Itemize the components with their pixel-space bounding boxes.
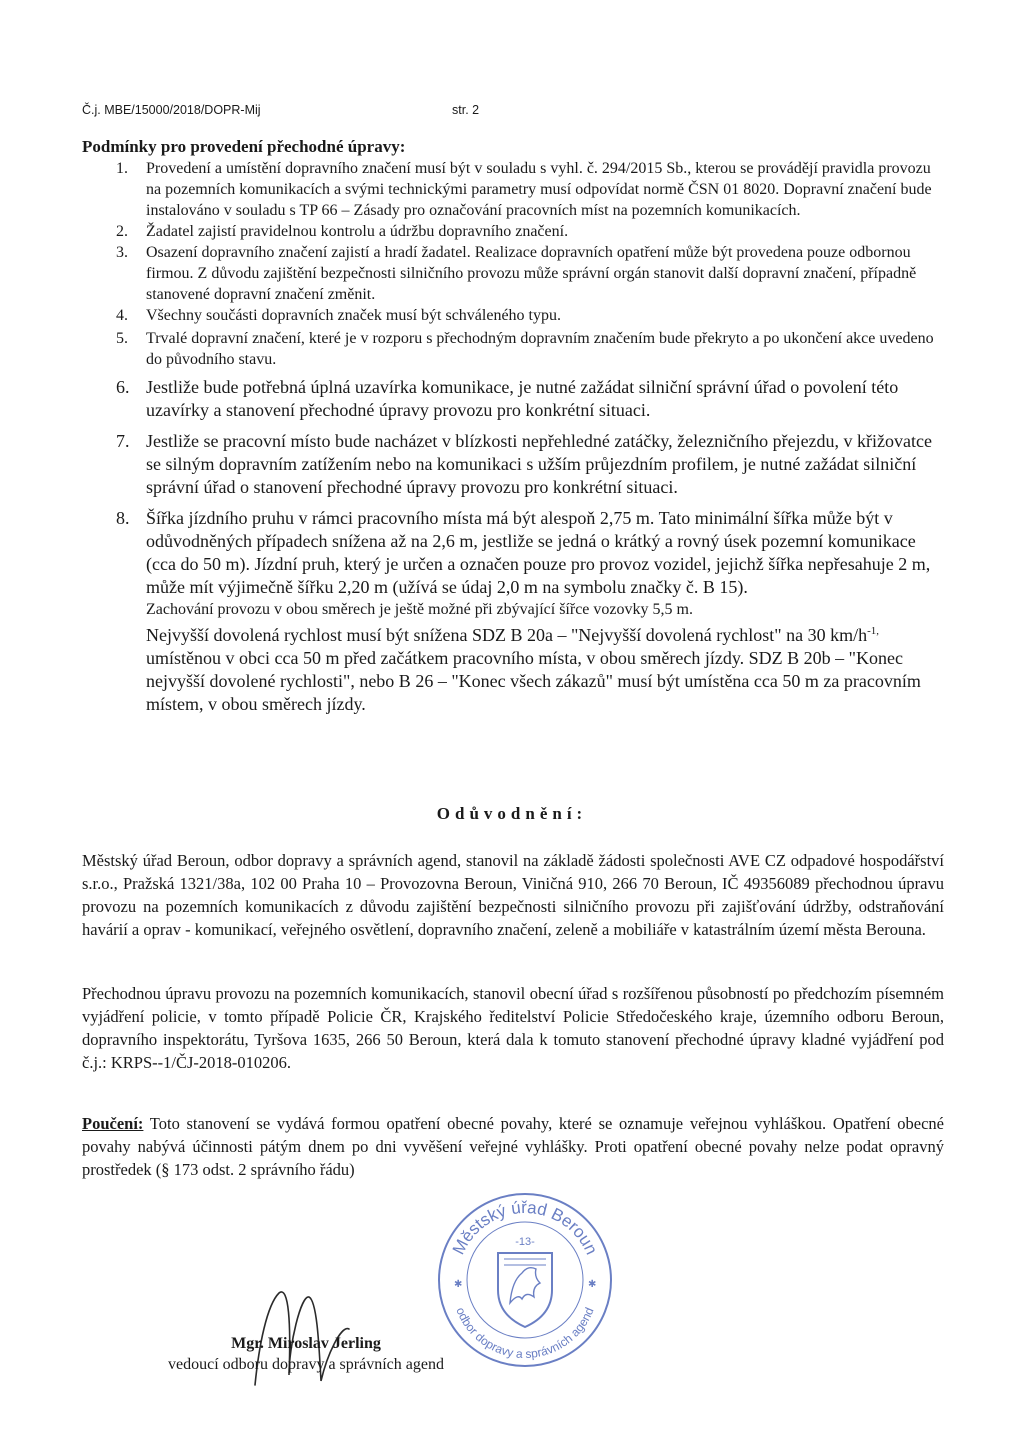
coat-of-arms-icon [498,1253,552,1327]
condition-text: Jestliže bude potřebná úplná uzavírka komunikace, je nutné zažádat silniční správní úřad o povolení této uzavírky a stanovení přechodné úpravy provozu pro konkrétní situaci. [146,377,899,420]
condition-text: Osazení dopravního značení zajistí a hradí žadatel. Realizace dopravních opatření může být provedena pouze odbornou firmou. Z důvodu zajištění bezpečnosti silničního provozu může správní orgán stanovit další dopravní značení, případně stanovené dopravní značení změnit. [146,244,917,303]
justification-title: Odůvodnění: [436,804,588,823]
stamp-bottom-text: odbor dopravy a správních agend [453,1305,597,1362]
condition-item: 8. Šířka jízdního pruhu v rámci pracovního místa má být alespoň 2,75 m. Tato minimální šířka může být v odůvodněných případech snížena až na 2,6 m, jestliže se jedná o krátký a rovný úsek pozemní komunikace (cca do 50 m). Jízdní pruh, který je určen a označen pouze pro provoz vozidel, jejichž šířka nepřesahuje 2 m, může mít výjimečně šířku 2,20 m (užívá se údaj 2,0 m na symbolu značky č. B 15). Zachování provozu v obou směrech je ještě možné při zbývající šířce vozovky 5,5 m. Nejvyšší dovolená rychlost musí být snížena SDZ B 20a – "Nejvyšší dovolená rychlost" na 30 $km/h^{-1,}$ umístěnou v obci cca 50 m před začátkem pracovního místa, v obou směrech jízdy. SDZ B 20b – "Konec nejvyšší dovolené rychlosti", nebo B 26 – "Konec všech zákazů" musí být umístěna cca 50 m za pracovním místem, v obou směrech jízdy. [82,507,944,716]
signer-title: vedoucí odboru dopravy a správních agend [168,1356,444,1373]
condition-item: 1. Provedení a umístění dopravního značení musí být v souladu s vyhl. č. 294/2015 Sb., kterou se provádějí pravidla provozu na pozemních komunikacích a svými technickými parametry musí odpovídat normě ČSN 01 8020. Dopravní značení bude instalováno v souladu s TP 66 – Zásady pro označování pracovních míst na pozemních komunikacích. [116,160,932,219]
stamp-number: -13- [515,1236,535,1248]
instruction-text: Toto stanovení se vydává formou opatření obecné povahy, které se oznamuje veřejnou vyhláškou. Opatření obecné povahy nabývá účinnosti pátým dnem po dni vyvěšení veřejné vyhlášky. Proti opatření obecné povahy nelze podat opravný prostředek (§ 173 odst. 2 správního řádu) [82,1114,944,1179]
condition-8-speed-limit: Nejvyšší dovolená rychlost musí být snížena SDZ B 20a – "Nejvyšší dovolená rychlost" na 30 $km/h^{-1,}$ umístěnou v obci cca 50 m před začátkem pracovního místa, v obou směrech jízdy. SDZ B 20b – "Konec nejvyšší dovolené rychlosti", nebo B 26 – "Konec všech zákazů" musí být umístěna cca 50 m za pracovním místem, v obou směrech jízdy. [146,625,921,714]
reference-number: Č.j. MBE/15000/2018/DOPR-Mij [82,103,261,117]
signer-name: Mgr. Miroslav Jerling [231,1335,381,1352]
condition-item: 5. Trvalé dopravní značení, které je v rozporu s přechodným dopravním značením bude překryto a po ukončení akce uvedeno do původního stavu. [116,330,934,368]
conditions-title: Podmínky pro provedení přechodné úpravy: [82,137,406,156]
conditions-list [82,158,944,716]
condition-text: Všechny součásti dopravních značek musí být schváleného typu. [146,307,561,324]
condition-8-note: Zachování provozu v obou směrech je ještě možné při zbývající šířce vozovky 5,5 m. [146,601,693,618]
condition-item: 4. Všechny součásti dopravních značek musí být schváleného typu. [116,307,561,324]
justification-paragraph-2: Přechodnou úpravu provozu na pozemních komunikacích, stanovil obecní úřad s rozšířenou působností po předchozím písemném vyjádření policie, v tomto případě Policie ČR, Krajského ředitelství Policie Středočeského kraje, územního odboru Beroun, dopravního inspektorátu, Tyršova 1635, 266 50 Beroun, která dala k tomuto stanovení přechodné úpravy kladné vyjádření pod č.j.: KRPS--1/ČJ-2018-010206. [82,984,944,1072]
instruction-label: Poučení: [82,1114,144,1133]
condition-text: Žadatel zajistí pravidelnou kontrolu a údržbu dopravního značení. [146,223,569,240]
condition-item: 3. Osazení dopravního značení zajistí a hradí žadatel. Realizace dopravních opatření může být provedena pouze odbornou firmou. Z důvodu zajištění bezpečnosti silničního provozu může správní orgán stanovit další dopravní značení, případně stanovené dopravní značení změnit. [116,244,917,303]
condition-item: 6. Jestliže bude potřebná úplná uzavírka komunikace, je nutné zažádat silniční správní úřad o povolení této uzavírky a stanovení přechodné úpravy provozu pro konkrétní situaci. [116,377,899,420]
justification-paragraph-1: Městský úřad Beroun, odbor dopravy a správních agend, stanovil na základě žádosti společnosti AVE CZ odpadové hospodářství s.r.o., Pražská 1321/38a, 102 00 Praha 10 – Provozovna Beroun, Viničná 910, 266 70 Beroun, IČ 49356089 přechodnou úpravu provozu na pozemních komunikacích z důvodu zajištění bezpečnosti silničního provozu při zajišťování údržby, odstraňování havárií a oprav - komunikací, veřejného osvětlení, dopravního značení, zeleně a mobiliáře v katastrálním území města Berouna. [82,851,944,939]
page-number: str. 2 [452,103,480,117]
signature-block [136,1333,476,1375]
condition-text: Šířka jízdního pruhu v rámci pracovního místa má být alespoň 2,75 m. Tato minimální šířka může být v odůvodněných případech snížena až na 2,6 m, jestliže se jedná o krátký a rovný úsek pozemní komunikace (cca do 50 m). Jízdní pruh, který je určen a označen pouze pro provoz vozidel, jejichž šířka nepřesahuje 2 m, může mít výjimečně šířku 2,20 m (užívá se údaj 2,0 m na symbolu značky č. B 15). [146,508,931,597]
condition-item: 2. Žadatel zajistí pravidelnou kontrolu a údržbu dopravního značení. [116,223,569,240]
condition-text: Provedení a umístění dopravního značení musí být v souladu s vyhl. č. 294/2015 Sb., kterou se provádějí pravidla provozu na pozemních komunikacích a svými technickými parametry musí odpovídat normě ČSN 01 8020. Dopravní značení bude instalováno v souladu s TP 66 – Zásady pro označování pracovních míst na pozemních komunikacích. [146,160,932,219]
condition-item: 7. Jestliže se pracovní místo bude nacházet v blízkosti nepřehledné zatáčky, železničního přejezdu, v křižovatce se silným dopravním zatížením nebo na komunikaci s užším průjezdním profilem, je nutné zažádat silniční správní úřad o stanovení přechodné úpravy provozu pro konkrétní situaci. [116,431,932,497]
stamp-star-icon: ✱ [454,1279,463,1290]
instruction-paragraph [82,1112,944,1181]
stamp-star-icon: ✱ [588,1279,597,1290]
condition-text: Jestliže se pracovní místo bude nacházet v blízkosti nepřehledné zatáčky, železničního přejezdu, v křižovatce se silným dopravním zatížením nebo na komunikaci s užším průjezdním profilem, je nutné zažádat silniční správní úřad o stanovení přechodné úpravy provozu pro konkrétní situaci. [146,431,932,497]
condition-text: Trvalé dopravní značení, které je v rozporu s přechodným dopravním značením bude překryto a po ukončení akce uvedeno do původního stavu. [146,330,934,368]
stamp-top-text: Městský úřad Beroun [448,1197,602,1258]
